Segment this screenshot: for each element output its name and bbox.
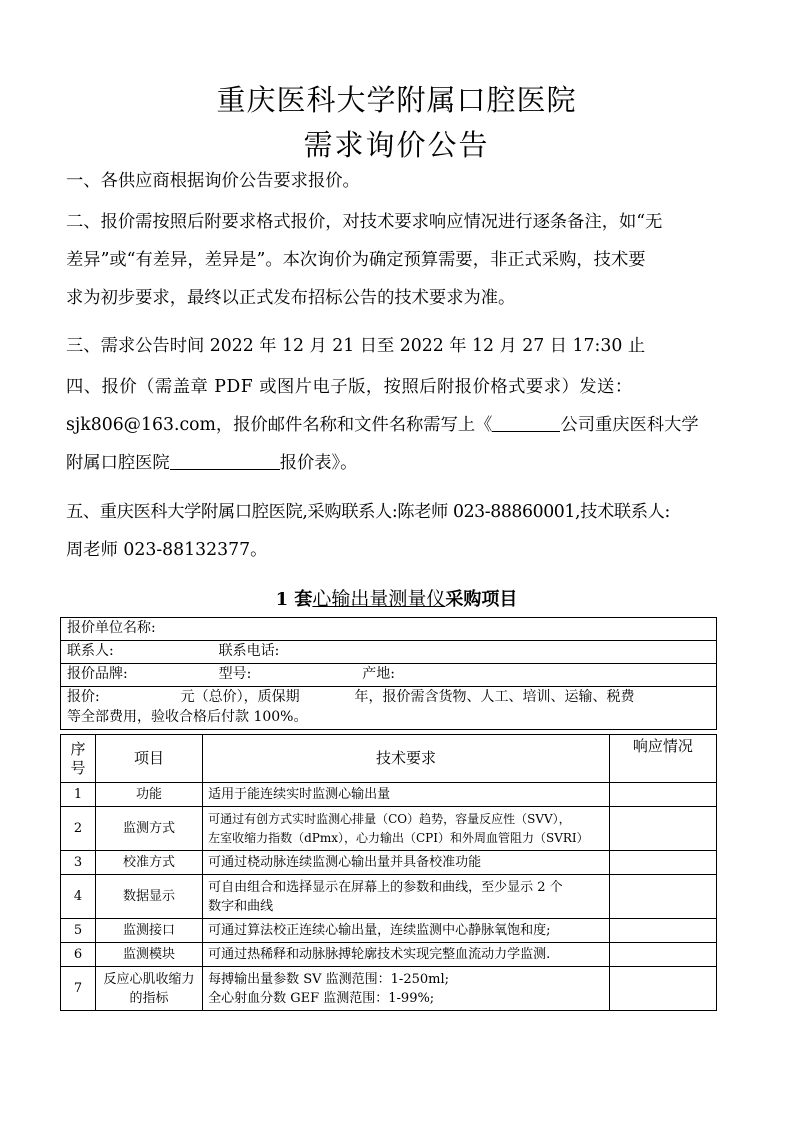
- row-no: 3: [61, 851, 96, 875]
- subtitle-quantity: 1 套: [275, 589, 313, 610]
- row-item: 监测方式: [96, 807, 203, 851]
- row-tech: 可通过热稀释和动脉脉搏轮廓技术实现完整血流动力学监测.: [203, 943, 610, 967]
- row-tech-line-1: 可通过有创方式实时监测心排量（CO）趋势，容量反应性（SVV），: [208, 811, 571, 826]
- row-item-line-1: 反应心肌收缩力: [103, 971, 195, 987]
- row-no: 7: [61, 967, 96, 1011]
- paragraph-3-text: 三、需求公告时间 2022 年 12 月 21 日至 2022 年 12 月 27 日 17:30 止: [66, 336, 646, 356]
- header-response: 响应情况: [609, 735, 716, 783]
- row-tech: 适用于能连续实时监测心输出量: [203, 783, 610, 807]
- paragraph-2: [66, 203, 726, 317]
- price-total-text: 元（总价），质保期: [180, 689, 300, 705]
- row-no: 4: [61, 875, 96, 919]
- brand-label: 报价品牌:: [67, 666, 128, 682]
- company-blank: [492, 413, 560, 432]
- paragraph-4-line-3-head: 附属口腔医院: [66, 453, 170, 473]
- info-row-price: [61, 687, 717, 730]
- row-item: 校准方式: [96, 851, 203, 875]
- model-label: 型号:: [218, 666, 252, 682]
- paragraph-4-line-1: 四、报价（需盖章 PDF 或图片电子版，按照后附报价格式要求）发送：: [66, 377, 633, 397]
- row-response: [609, 875, 716, 919]
- info-row-brand: [61, 664, 717, 687]
- row-item: 数据显示: [96, 875, 203, 919]
- row-no: 2: [61, 807, 96, 851]
- header-no-line-2: 号: [70, 758, 86, 777]
- info-row-unit: [61, 618, 717, 641]
- row-no: 5: [61, 919, 96, 943]
- paragraph-4-line-2: [66, 406, 726, 444]
- header-no-line-1: 序: [70, 739, 86, 758]
- header-item: 项目: [96, 735, 203, 783]
- row-response: [609, 919, 716, 943]
- table-row: [61, 943, 717, 967]
- table-row: [61, 807, 717, 851]
- row-tech: 可通过桡动脉连续监测心输出量并具备校准功能: [203, 851, 610, 875]
- paragraph-4-line-3-tail: 报价表》。: [279, 453, 358, 473]
- paragraph-2-line-1: 二、报价需按照后附要求格式报价，对技术要求响应情况进行逐条备注，如“无: [66, 212, 663, 232]
- hospital-title: 重庆医科大学附属口腔医院: [216, 83, 577, 117]
- subtitle-device: 心输出量测量仪: [312, 588, 446, 610]
- paragraph-4-line-2-tail: 公司重庆医科大学: [560, 415, 699, 435]
- row-response: [609, 943, 716, 967]
- subtitle-suffix: 采购项目: [445, 589, 518, 610]
- row-item: 功能: [96, 783, 203, 807]
- row-no: 6: [61, 943, 96, 967]
- table-row: [61, 875, 717, 919]
- table-row: [61, 967, 717, 1011]
- price-inclusion-text: 年，报价需含货物、人工、培训、运输、税费: [354, 689, 635, 705]
- unit-name-label: 报价单位名称:: [67, 620, 156, 636]
- row-tech-line-1: 可自由组合和选择显示在屏幕上的参数和曲线，至少显示 2 个: [208, 879, 563, 895]
- header-no: [61, 735, 96, 783]
- project-subtitle: [0, 584, 793, 611]
- contact-label: 联系人:: [67, 643, 114, 659]
- row-tech: [203, 967, 610, 1011]
- quote-info-table: [60, 617, 717, 730]
- paragraph-2-line-3: 求为初步要求，最终以正式发布招标公告的技术要求为准。: [66, 288, 516, 308]
- row-item: 监测接口: [96, 919, 203, 943]
- origin-label: 产地:: [362, 666, 395, 682]
- spec-header-row: [61, 735, 717, 783]
- row-item: 监测模块: [96, 943, 203, 967]
- spec-table: [60, 734, 717, 1011]
- row-no: 1: [61, 783, 96, 807]
- paragraph-1: [66, 162, 726, 200]
- table-row: [61, 919, 717, 943]
- row-response: [609, 807, 716, 851]
- row-response: [609, 783, 716, 807]
- paragraph-4: [66, 368, 726, 482]
- table-row: [61, 783, 717, 807]
- row-tech-line-2: 左室收缩力指数（dPmx），心力输出（CPI）和外周血管阻力（SVRI）: [208, 830, 589, 845]
- project-blank: [170, 451, 280, 470]
- paragraph-4-line-3: [66, 444, 726, 482]
- notice-title: 需求询价公告: [303, 128, 490, 162]
- row-response: [609, 967, 716, 1011]
- row-response: [609, 851, 716, 875]
- row-item: [96, 967, 203, 1011]
- phone-label: 联系电话:: [218, 643, 280, 659]
- row-tech: [203, 807, 610, 851]
- price-label: 报价:: [67, 689, 100, 705]
- paragraph-3: [66, 327, 726, 365]
- row-tech: [203, 875, 610, 919]
- row-tech-line-2: 数字和曲线: [208, 898, 274, 914]
- row-tech-line-1: 每搏输出量参数 SV 监测范围：1-250ml;: [208, 971, 449, 987]
- row-tech: 可通过算法校正连续心输出量，连续监测中心静脉氧饱和度;: [203, 919, 610, 943]
- row-tech-line-2: 全心射血分数 GEF 监测范围：1-99%;: [208, 990, 435, 1006]
- table-row: [61, 851, 717, 875]
- paragraph-2-line-2: 差异”或“有差异，差异是”。本次询价为确定预算需要，非正式采购，技术要: [66, 250, 646, 270]
- header-tech: 技术要求: [203, 735, 610, 783]
- info-row-contact: [61, 641, 717, 664]
- paragraph-5-line-2: 周老师 023-88132377。: [66, 540, 268, 560]
- payment-terms-text: 等全部费用，验收合格后付款 100%。: [67, 709, 308, 725]
- paragraph-5-line-1: 五、重庆医科大学附属口腔医院,采购联系人:陈老师 023-88860001,技术联系人:: [66, 502, 670, 522]
- email-text: sjk806@163.com，报价邮件名称和文件名称需写上《: [66, 415, 493, 435]
- paragraph-1-text: 一、各供应商根据询价公告要求报价。: [66, 171, 360, 191]
- paragraph-5: [66, 493, 726, 569]
- row-item-line-2: 的指标: [129, 990, 169, 1006]
